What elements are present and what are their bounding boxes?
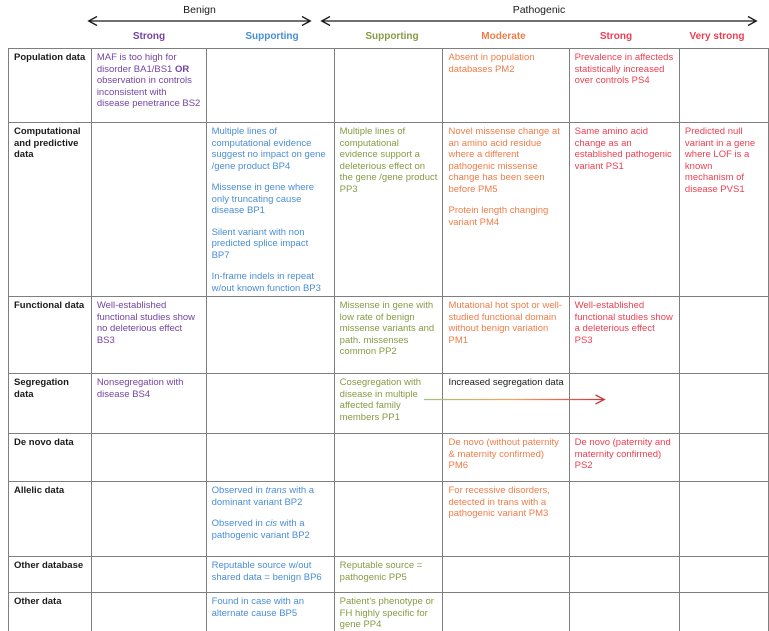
cell-functional-strong	[569, 297, 679, 374]
benign-range-arrow-icon	[89, 17, 311, 26]
cell-population-strong	[569, 49, 679, 123]
col-header-benign-strong: Strong	[132, 31, 166, 42]
table-row	[9, 297, 769, 374]
row-header-allelic: Allelic data	[9, 482, 92, 557]
criterion-bp5: Found in case with an alternate cause BP5	[211, 596, 305, 619]
criterion-pm2: Absent in population databases PM2	[448, 52, 535, 75]
criterion-bs2-pre: MAF is too high for disorder BA1/BS1	[96, 52, 177, 75]
segregation-arrow-label: Increased segregation data	[448, 377, 564, 388]
criterion-ps4: Prevalence in affecteds statistically increased over controls PS4	[574, 52, 674, 86]
cell-segregation-benign-strong	[91, 374, 206, 434]
row-header-functional: Functional data	[9, 297, 92, 374]
cell-computational-benign-strong	[91, 123, 206, 297]
bp2-cis-italic: cis	[265, 518, 278, 529]
evidence-table	[8, 48, 769, 631]
cell-functional-benign-supporting	[206, 297, 334, 374]
cell-other-data-very-strong	[679, 593, 768, 631]
cell-population-benign-strong	[91, 49, 206, 123]
table-row	[9, 482, 769, 557]
criterion-pm5: Novel missense change at an amino acid residue where a different pathogenic missense change has been seen before PM5	[448, 126, 560, 195]
cell-computational-strong	[569, 123, 679, 297]
row-header-computational: Computational and predictive data	[9, 123, 92, 297]
cell-population-moderate	[443, 49, 569, 123]
cell-other-data-moderate	[443, 593, 569, 631]
cell-other-database-path-supporting	[334, 557, 443, 593]
bp2-cis-post: with a pathogenic variant BP2	[211, 518, 310, 541]
cell-computational-very-strong	[679, 123, 768, 297]
cell-population-benign-supporting	[206, 49, 334, 123]
cell-computational-path-supporting	[334, 123, 443, 297]
cell-computational-benign-supporting	[206, 123, 334, 297]
table-row	[9, 557, 769, 593]
cell-de-novo-path-supporting	[334, 434, 443, 482]
criterion-bp4: Multiple lines of computational evidence suggest no impact on gene /gene product BP4	[211, 126, 326, 172]
cell-other-database-benign-strong	[91, 557, 206, 593]
cell-de-novo-moderate	[443, 434, 569, 482]
cell-functional-path-supporting	[334, 297, 443, 374]
criterion-bp1: Missense in gene where only truncating cause disease BP1	[211, 182, 315, 216]
cell-segregation-benign-supporting	[206, 374, 334, 434]
criterion-ps2: De novo (paternity and maternity confirmed) PS2	[574, 437, 671, 471]
bp2-cis-pre: Observed in	[211, 518, 266, 529]
cell-other-database-very-strong	[679, 557, 768, 593]
cell-de-novo-benign-strong	[91, 434, 206, 482]
cell-allelic-very-strong	[679, 482, 768, 557]
cell-de-novo-very-strong	[679, 434, 768, 482]
criterion-bs2-or: OR	[174, 63, 190, 75]
criterion-ps3: Well-established functional studies show a deleterious effect PS3	[574, 300, 673, 346]
cell-de-novo-benign-supporting	[206, 434, 334, 482]
cell-segregation-path-supporting	[334, 374, 443, 434]
row-header-other-database: Other database	[9, 557, 92, 593]
criterion-pp3: Multiple lines of computational evidence support a deleterious effect on the gene /gene product PP3	[339, 126, 438, 195]
row-header-de-novo: De novo data	[9, 434, 92, 482]
cell-other-data-path-supporting	[334, 593, 443, 631]
cell-other-data-strong	[569, 593, 679, 631]
criterion-pp4: Patient's phenotype or FH highly specific for gene PP4	[339, 596, 434, 630]
criterion-bs3: Well-established functional studies show no deleterious effect BS3	[96, 300, 196, 346]
col-header-pathogenic-very-strong: Very strong	[689, 31, 745, 42]
criterion-pm6: De novo (without paternity & maternity confirmed) PM6	[448, 437, 559, 471]
criterion-pp2: Missense in gene with low rate of benign missense variants and path. missenses common PP2	[339, 300, 435, 357]
criterion-bs2	[97, 52, 201, 110]
bp2-trans-post: with a dominant variant BP2	[211, 485, 315, 508]
criterion-bs2-post: observation in controls inconsistent with disease penetrance BS2	[96, 75, 201, 109]
table-row	[9, 434, 769, 482]
benign-axis-label: Benign	[183, 4, 216, 16]
cell-allelic-strong	[569, 482, 679, 557]
criterion-pvs1: Predicted null variant in a gene where LOF is a known mechanism of disease PVS1	[684, 126, 756, 195]
criterion-bp6: Reputable source w/out shared data = benign BP6	[211, 560, 322, 583]
criterion-bp2-cis	[212, 518, 329, 541]
cell-other-database-moderate	[443, 557, 569, 593]
cell-other-database-strong	[569, 557, 679, 593]
criterion-ps1: Same amino acid change as an established pathogenic variant PS1	[574, 126, 672, 172]
col-header-pathogenic-moderate: Moderate	[481, 31, 526, 42]
cell-functional-benign-strong	[91, 297, 206, 374]
cell-segregation-strong	[569, 374, 679, 434]
cell-segregation-very-strong	[679, 374, 768, 434]
cell-population-very-strong	[679, 49, 768, 123]
cell-segregation-moderate	[443, 374, 569, 434]
cell-functional-moderate	[443, 297, 569, 374]
criterion-bp7: Silent variant with non predicted splice impact BP7	[211, 226, 309, 261]
cell-allelic-benign-supporting	[206, 482, 334, 557]
row-header-segregation: Segregation data	[9, 374, 92, 434]
row-header-population: Population data	[9, 49, 92, 123]
cell-other-database-benign-supporting	[206, 557, 334, 593]
cell-computational-moderate	[443, 123, 569, 297]
table-row	[9, 123, 769, 297]
table-row	[9, 593, 769, 631]
bp2-trans-italic: trans	[265, 485, 287, 496]
criterion-bp2-trans	[212, 485, 329, 508]
cell-population-path-supporting	[334, 49, 443, 123]
table-row	[9, 374, 769, 434]
criterion-bs4: Nonsegregation with disease BS4	[96, 377, 184, 400]
criterion-bp3: In-frame indels in repeat w/out known function BP3	[211, 271, 321, 294]
pathogenic-axis-label: Pathogenic	[512, 4, 566, 16]
criterion-pp5: Reputable source = pathogenic PP5	[339, 560, 423, 583]
col-header-benign-supporting: Supporting	[245, 31, 299, 42]
criterion-pp1: Cosegregation with disease in multiple affected family members PP1	[339, 377, 421, 423]
criterion-pm3: For recessive disorders, detected in trans with a pathogenic variant PM3	[448, 485, 550, 519]
cell-allelic-path-supporting	[334, 482, 443, 557]
table-row	[9, 49, 769, 123]
col-header-pathogenic-supporting: Supporting	[365, 31, 419, 42]
cell-allelic-moderate	[443, 482, 569, 557]
row-header-other-data: Other data	[9, 593, 92, 631]
criterion-pm4: Protein length changing variant PM4	[448, 205, 549, 228]
pathogenic-range-arrow-icon	[322, 17, 757, 26]
cell-allelic-benign-strong	[91, 482, 206, 557]
cell-other-data-benign-strong	[91, 593, 206, 631]
criterion-pm1: Mutational hot spot or well-studied functional domain without benign variation PM1	[448, 300, 563, 346]
cell-other-data-benign-supporting	[206, 593, 334, 631]
col-header-pathogenic-strong: Strong	[599, 31, 633, 42]
cell-de-novo-strong	[569, 434, 679, 482]
cell-functional-very-strong	[679, 297, 768, 374]
bp2-trans-pre: Observed in	[211, 485, 266, 496]
